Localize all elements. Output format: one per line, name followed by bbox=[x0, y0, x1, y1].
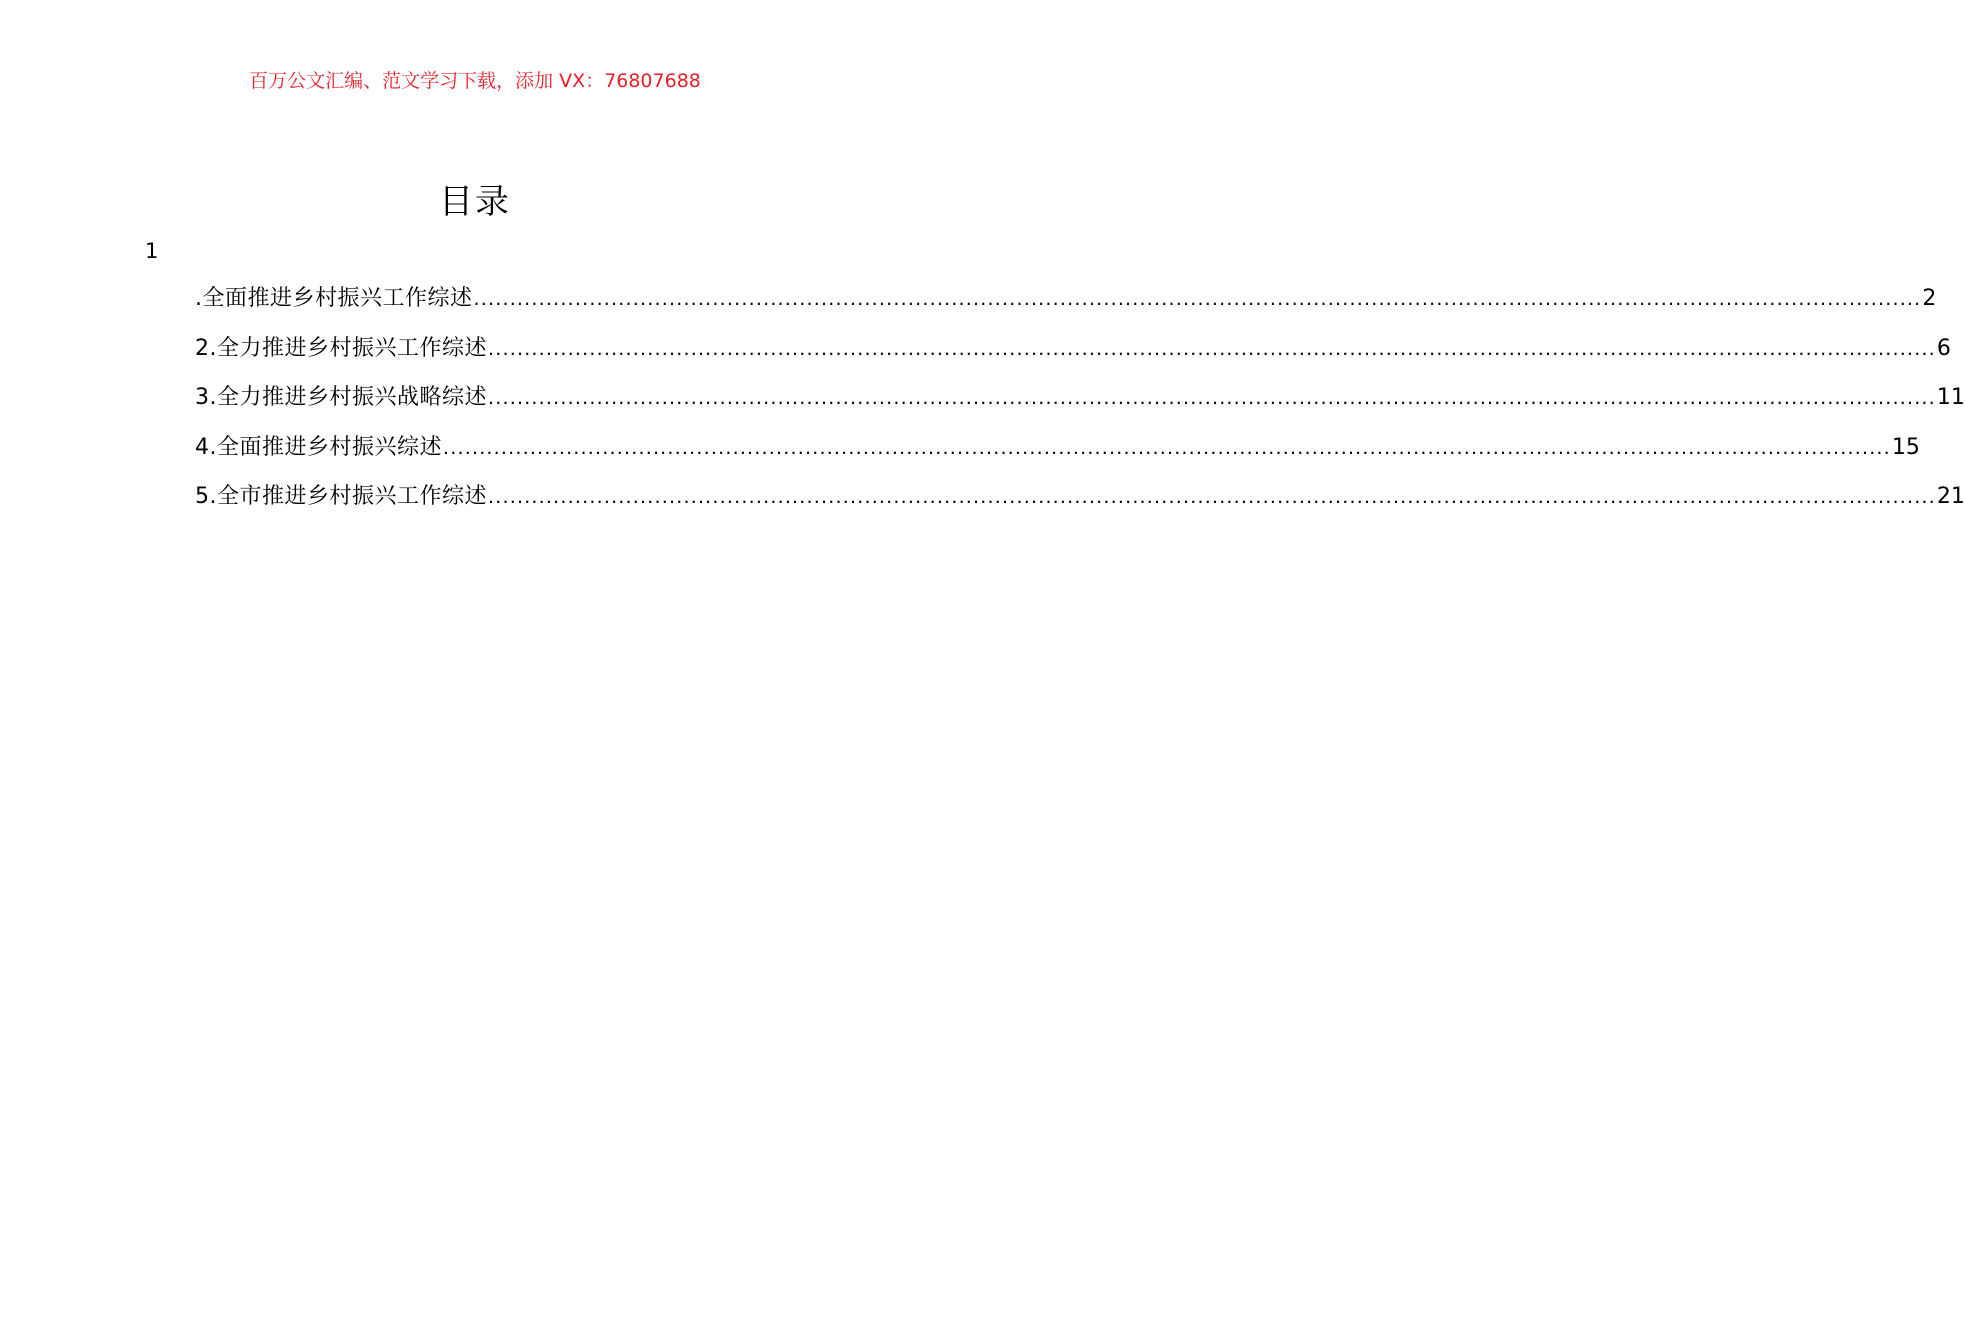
toc-page-number: 6 bbox=[1936, 335, 1951, 361]
toc-leader-dots: ........................................................................................................................................................................................................ bbox=[488, 387, 1936, 409]
table-of-contents bbox=[195, 283, 1965, 531]
toc-page-number: 15 bbox=[1891, 434, 1920, 460]
toc-entry-title: 4.全面推进乡村振兴综述 bbox=[195, 434, 442, 460]
toc-entry-title: 5.全市推进乡村振兴工作综述 bbox=[195, 484, 487, 509]
section-number: 1 bbox=[145, 239, 159, 263]
toc-leader-dots: ........................................................................................................................................................................................................ bbox=[473, 288, 1922, 310]
toc-entry[interactable] bbox=[195, 481, 1965, 531]
toc-entry-title: .全面推进乡村振兴工作综述 bbox=[195, 286, 473, 311]
toc-entry-title: 3.全力推进乡村振兴战略综述 bbox=[195, 385, 487, 410]
toc-entry[interactable] bbox=[195, 382, 1965, 432]
toc-page-number: 21 bbox=[1936, 484, 1965, 509]
toc-entry[interactable] bbox=[195, 333, 1951, 383]
header-banner: 百万公文汇编、范文学习下载，添加 VX：76807688 bbox=[249, 70, 701, 92]
toc-entry[interactable] bbox=[195, 432, 1920, 482]
toc-page-number: 11 bbox=[1936, 385, 1965, 410]
toc-page-number: 2 bbox=[1922, 286, 1937, 311]
toc-leader-dots: ........................................................................................................................................................................................................ bbox=[488, 337, 1936, 360]
toc-entry-title: 2.全力推进乡村振兴工作综述 bbox=[195, 335, 487, 361]
page-title: 目录 bbox=[439, 182, 511, 222]
toc-entry[interactable] bbox=[195, 283, 1937, 333]
toc-leader-dots: ........................................................................................................................................................................................................ bbox=[488, 486, 1936, 508]
toc-leader-dots: ........................................................................................................................................................................................................ bbox=[443, 436, 1891, 459]
